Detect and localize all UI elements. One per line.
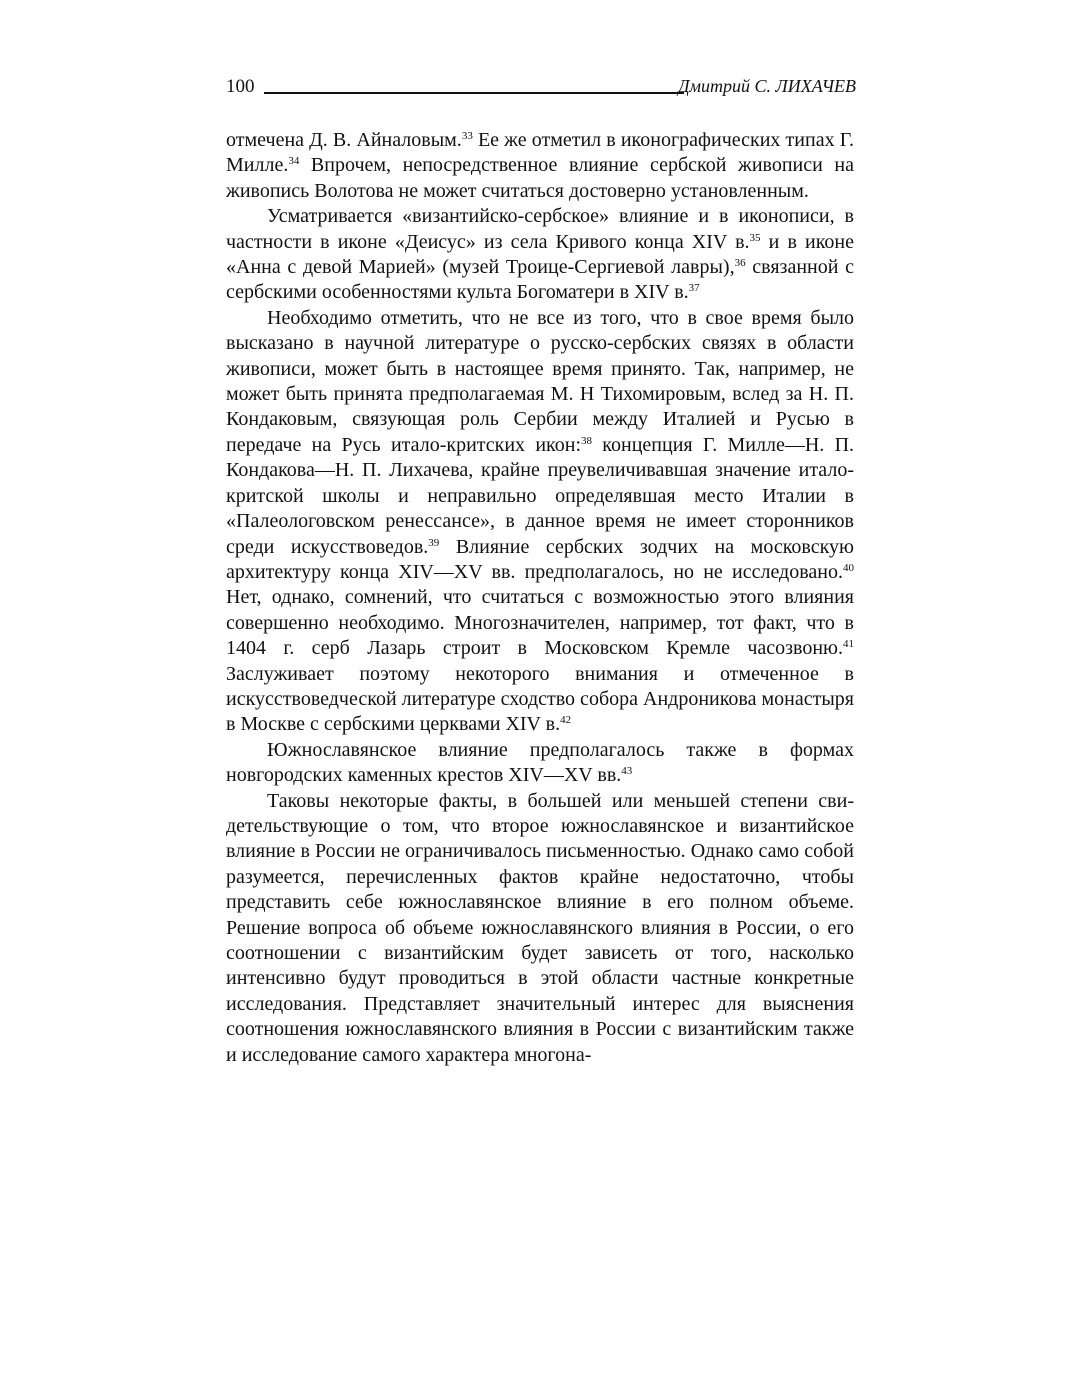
page-number: 100 xyxy=(226,76,255,97)
paragraph-text: Впрочем, непосредственное влияние сербской живописи на живопись Волотова не может считаться достоверно установленным. xyxy=(226,154,854,202)
paragraph-text: и в иконе «Анна с девой Марией» (музей Троице-Сергиевой лавры), xyxy=(226,230,854,279)
page-header xyxy=(226,76,856,102)
paragraph-text: Влияние сербских зодчих на московскую архитектуру конца XIV—XV вв. предполагалось, но не исследовано. xyxy=(226,535,854,583)
header-rule xyxy=(264,92,684,94)
footnote-ref: 34 xyxy=(288,155,300,168)
paragraph-text: Заслуживает поэтому некоторого внимания и отмеченное в искусствоведческой литературе сходство собора Андроникова монастыря в Москве с сербскими церквами XIV в. xyxy=(226,662,854,736)
paragraph xyxy=(226,128,854,204)
paragraph-text: концепция Г. Милле—Н. П. Кондакова—Н. П. Лихачева, крайне преувеличивавшая значение итало-критской школы и неправильно определявшая место Италии в «Палеологовском ренессансе», в данное время не имеет сторонников среди искусствоведов. xyxy=(226,433,855,558)
footnote-ref: 36 xyxy=(734,257,746,270)
footnote-ref: 42 xyxy=(560,714,572,727)
paragraph xyxy=(226,738,854,789)
footnote-ref: 33 xyxy=(461,130,473,142)
footnote-ref: 37 xyxy=(688,282,700,295)
paragraph-text: Необходимо отметить, что не все из того, что в свое время было высказано в научной литературе о русско-сербских связях в области живописи, может быть в настоящее время принято. Так, например, не может быть принята предполагаемая М. Н Тихомировым, вслед за Н. П. Кондаковым, связующая роль Сербии между Италией и Русью в передаче на Русь итало-критских икон: xyxy=(226,306,854,456)
paragraph-text: Нет, однако, сомнений, что считаться с возможностью этого влияния совершенно необходимо. Многозначителен, например, тот факт, что в 1404 г. серб Лазарь строит в Московском Кремле часозвоню. xyxy=(226,586,854,660)
paragraph-text: Ее же отметил в иконографических типах Г. Милле. xyxy=(226,129,854,177)
paragraph-text: Усматривается «византийско-сербское» влияние и в иконописи, в частности в иконе «Деисус» из села Кривого конца XIV в. xyxy=(226,205,854,253)
paragraph xyxy=(226,306,854,738)
paragraph xyxy=(226,204,854,306)
running-head: Дмитрий С. ЛИХАЧЕВ xyxy=(678,76,856,96)
footnote-ref: 43 xyxy=(621,765,633,778)
paragraph xyxy=(226,789,854,1068)
paragraph-text: Южнославянское влияние предполагалось также в формах новгородских каменных крестов XIV—XV вв. xyxy=(226,738,854,787)
body-text xyxy=(226,128,854,1068)
footnote-ref: 39 xyxy=(428,536,440,549)
paragraph-text: связанной с сербскими особенностями культа Богоматери в XIV в. xyxy=(226,256,854,304)
footnote-ref: 40 xyxy=(843,561,854,574)
footnote-ref: 41 xyxy=(843,638,854,651)
footnote-ref: 38 xyxy=(581,434,593,447)
footnote-ref: 35 xyxy=(749,231,761,244)
paragraph-text: отмечена Д. В. Айналовым. xyxy=(226,129,462,151)
paragraph-text: Таковы некоторые факты, в большей или меньшей степени свидетельствующие о том, что второе южнославянское и византийское влияние в России не ограничивалось письменностью. Однако само собой разумеется, перечисленных фактов крайне недостаточно, чтобы представить себе южнославянское влияние в его полном объеме. Решение вопроса об объеме южнославянского влияния в России, о его соотношении с византийским будет зависеть от того, насколько интенсивно будут проводиться в этой области частные конкретные исследования. Представляет значительный интерес для выяснения соотношения южнославянского влияния в России с византийским также и исследование самого характера многона- xyxy=(226,789,854,1066)
